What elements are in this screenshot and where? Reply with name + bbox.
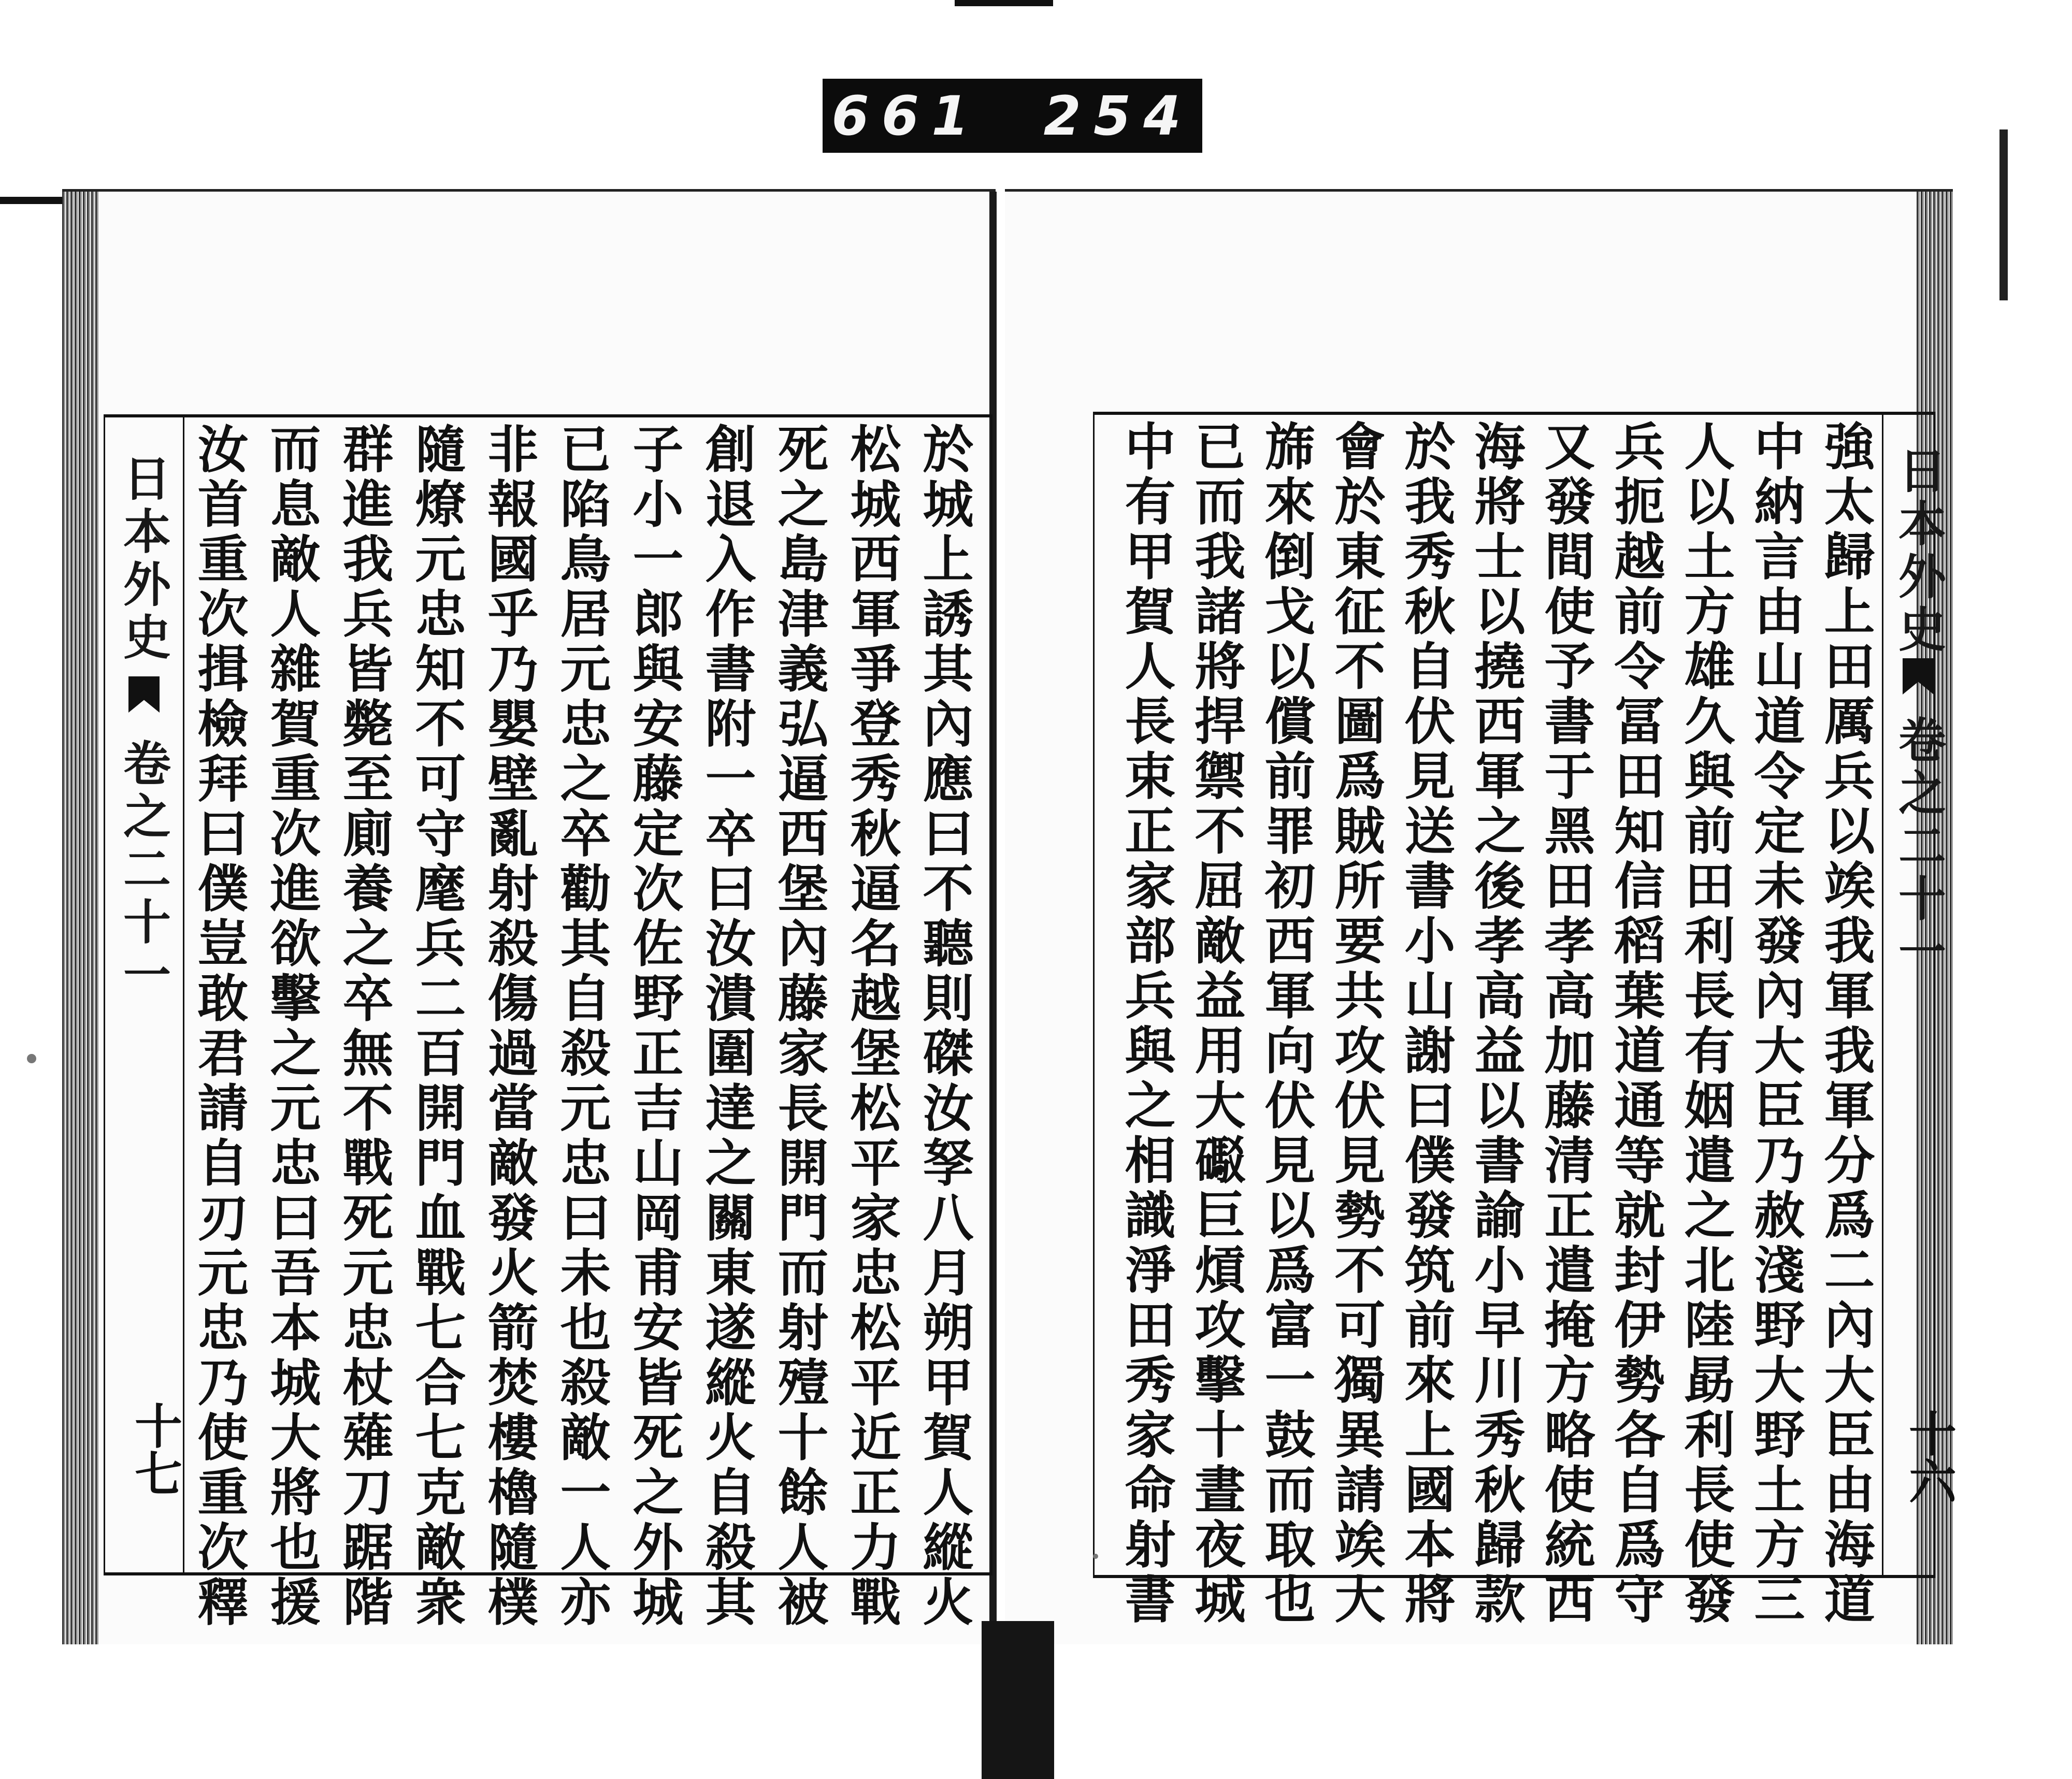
left-margin-volume: 卷之二十一 xyxy=(116,739,171,1003)
right-fish-tail-mark xyxy=(1903,658,1934,695)
top-registration-mark xyxy=(955,0,1053,6)
right-column-9: 旆來倒戈以償前罪初西軍向伏見以爲富一鼓而取也 xyxy=(1256,420,1316,1628)
speck xyxy=(1093,1554,1098,1559)
left-column-1: 於城上誘其內應曰不聽則磔汝孥八月朔甲賀人縱火 xyxy=(914,423,974,1630)
speck xyxy=(27,1054,36,1063)
right-column-1: 強太歸上田厲兵以竢我軍我軍分爲二內大臣由海道 xyxy=(1816,420,1875,1628)
left-folio: 十七 xyxy=(127,1401,183,1497)
left-fish-tail-mark xyxy=(128,676,160,713)
right-margin-title: 日本外史 xyxy=(1891,446,1947,657)
right-column-10: 已而我諸將捍禦不屈敵益用大礟巨熕攻擊十晝夜城 xyxy=(1186,420,1246,1628)
right-page xyxy=(1005,189,1957,1644)
right-column-7: 於我秀秋自伏見送書小山謝曰僕發筑前來上國本將 xyxy=(1396,420,1456,1628)
left-column-10: 而息敵人雜賀重次進欲擊之元忠曰吾本城大將也援 xyxy=(262,423,321,1630)
left-column-9: 群進我兵皆斃至廁養之卒無不戰死元忠杖薙刀踞階 xyxy=(334,423,394,1630)
left-column-5: 子小一郎與安藤定次佐野正吉山岡甫安皆死之外城 xyxy=(624,423,684,1630)
left-column-11: 汝首重次揖檢拜曰僕豈敢君請自刃元忠乃使重次釋 xyxy=(189,423,249,1630)
left-panel-inner-rule xyxy=(183,417,184,1572)
right-margin-volume: 卷之二十一 xyxy=(1891,715,1947,979)
right-folio: 十六 xyxy=(1901,1409,1957,1505)
reference-number-left: 661 xyxy=(831,84,982,148)
right-column-2: 中納言由山道令定未發內大臣乃赦淺野大野土方三 xyxy=(1746,420,1805,1628)
left-column-2: 松城西軍爭登秀秋逼名越堡松平家忠松平近正力戰 xyxy=(842,423,901,1630)
right-column-8: 會於東征不圖爲賊所要共攻伏見勢不可獨異請竢大 xyxy=(1326,420,1386,1628)
left-page xyxy=(62,189,996,1644)
right-column-6: 海將士以撓西軍之後孝高益以書諭小早川秀秋歸款 xyxy=(1466,420,1526,1628)
left-column-4: 創退入作書附一卒曰汝潰圍達之關東遂縱火自殺其 xyxy=(697,423,756,1630)
right-edge-mark xyxy=(1999,129,2008,300)
right-column-3: 人以土方雄久與前田利長有姻遣之北陸勗利長使發 xyxy=(1676,420,1735,1628)
left-column-6: 已陷鳥居元忠之卒勸其自殺元忠曰未也殺敵一人亦 xyxy=(552,423,611,1630)
left-margin-title: 日本外史 xyxy=(116,454,171,665)
left-column-3: 死之島津義弘逼西堡內藤家長開門而射殪十餘人被 xyxy=(769,423,829,1630)
left-text-panel xyxy=(104,414,992,1630)
left-column-8: 隨燎元忠知不可守麾兵二百開門血戰七合七克敵衆 xyxy=(407,423,466,1630)
left-page-edge xyxy=(62,192,98,1644)
left-column-7: 非報國乎乃嬰壁亂射殺傷過當敵發火箭焚樓櫓隨樸 xyxy=(479,423,539,1630)
right-column-5: 又發間使予書于黑田孝高加藤清正遣掩方略使統西 xyxy=(1536,420,1595,1628)
right-column-4: 兵扼越前令冨田知信稻葉道通等就封伊勢各自爲守 xyxy=(1606,420,1665,1628)
reference-number-right: 254 xyxy=(1043,84,1193,148)
reference-label xyxy=(823,79,1202,153)
right-column-11: 中有甲賀人長束正家部兵與之相識淨田秀家命射書 xyxy=(1116,420,1176,1628)
bottom-spine-block xyxy=(982,1621,1054,1779)
right-text-panel xyxy=(1093,412,1957,1628)
right-panel-inner-rule xyxy=(1882,415,1883,1575)
